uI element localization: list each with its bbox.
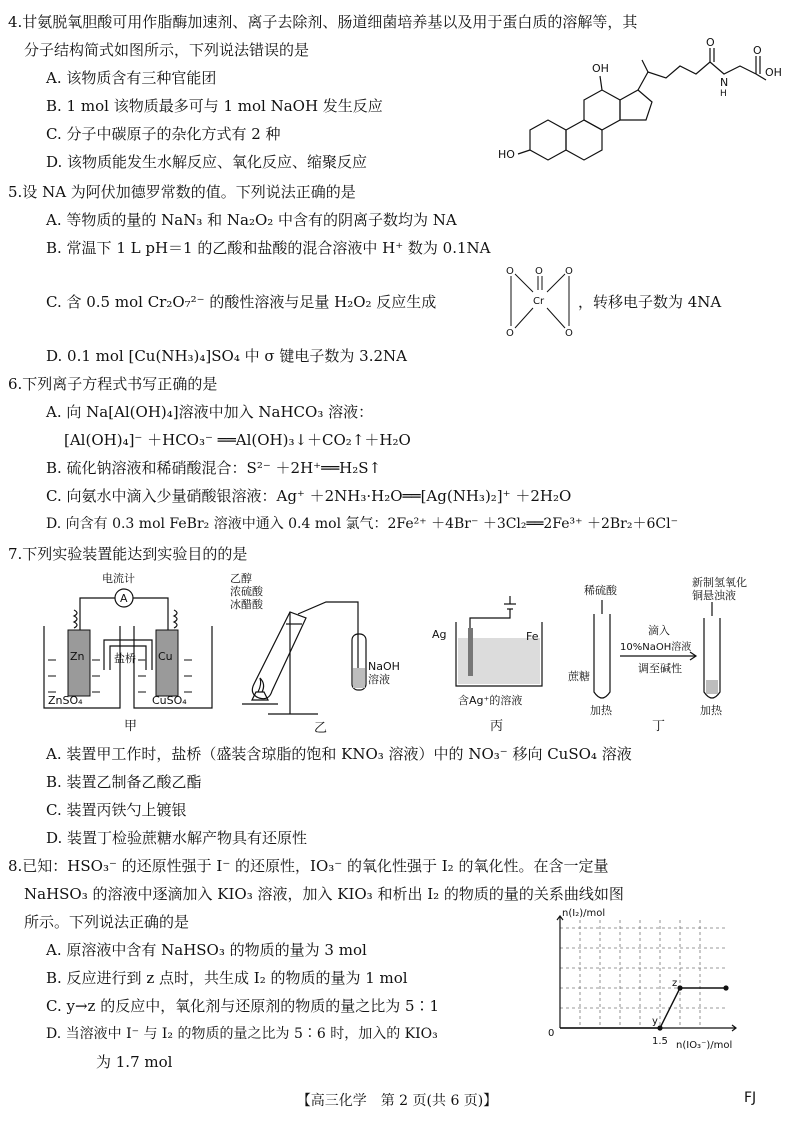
- q5-o-tr: O: [565, 266, 573, 277]
- q7-jia-caption: 甲: [124, 719, 138, 734]
- q7-option-d: D. 装置丁检验蔗糖水解产物具有还原性: [46, 829, 308, 847]
- q7-apparatus-ding: [568, 574, 764, 738]
- q7-yi-reagent2: 浓硫酸: [230, 585, 263, 598]
- q4-option-c: C. 分子中碳原子的杂化方式有 2 种: [46, 125, 281, 143]
- q8-option-b: B. 反应进行到 z 点时，共生成 I₂ 的物质的量为 1 mol: [46, 969, 408, 987]
- q8-stem-line1: 8.已知：HSO₃⁻ 的还原性强于 I⁻ 的还原性，IO₃⁻ 的氧化性强于 I₂ 的氧化性。在含一定量: [8, 857, 609, 875]
- q7-bing-caption: 丙: [490, 719, 504, 734]
- q5-o-bl: O: [506, 328, 514, 339]
- q5-option-c-prefix: C. 含 0.5 mol Cr₂O₇²⁻ 的酸性溶液与足量 H₂O₂ 反应生成: [46, 293, 437, 311]
- q7-stem: 7.下列实验装置能达到实验目的的是: [8, 545, 248, 563]
- q4-option-d: D. 该物质能发生水解反应、氧化反应、缩聚反应: [46, 153, 368, 171]
- q6-stem: 6.下列离子方程式书写正确的是: [8, 375, 218, 393]
- q8-option-d: D. 当溶液中 I⁻ 与 I₂ 的物质的量之比为 5∶6 时，加入的 KIO₃: [46, 1026, 438, 1042]
- q7-bing-fe: Fe: [526, 630, 539, 643]
- q7-jia-cuso4: CuSO₄: [152, 694, 187, 707]
- q7-jia-meter: 电流计: [102, 572, 135, 585]
- q7-ding-cu1: 新制氢氧化: [692, 576, 747, 589]
- q8-graph-origin: 0: [548, 1028, 555, 1039]
- q8-option-a: A. 原溶液中含有 NaHSO₃ 的物质的量为 3 mol: [46, 941, 367, 959]
- q8-graph-xtick: 1.5: [652, 1036, 668, 1047]
- q7-ding-acid: 稀硫酸: [584, 584, 617, 597]
- q8-stem-line3: 所示。下列说法正确的是: [24, 913, 190, 931]
- q4-acid-oh-label: OH: [765, 66, 782, 79]
- q7-ding-heat2: 加热: [700, 704, 722, 717]
- q8-graph-y-point: y: [652, 1016, 658, 1027]
- q5-cro5-structure: [505, 262, 577, 338]
- q7-jia-znso4: ZnSO₄: [48, 694, 83, 707]
- q6-option-c: C. 向氨水中滴入少量硝酸银溶液：Ag⁺ ＋2NH₃·H₂O══[Ag(NH₃)₂]⁺ ＋2H₂O: [46, 487, 572, 505]
- q4-stem-line1: 4.甘氨脱氧胆酸可用作脂酶加速剂、离子去除剂、肠道细菌培养基以及用于蛋白质的溶解等，其: [8, 13, 638, 31]
- q5-o-br: O: [565, 328, 573, 339]
- q6-option-a-equation: [Al(OH)₄]⁻ ＋HCO₃⁻ ══Al(OH)₃↓＋CO₂↑＋H₂O: [64, 431, 411, 449]
- q7-ding-cu2: 铜悬浊液: [692, 589, 736, 602]
- q5-option-b: B. 常温下 1 L pH＝1 的乙酸和盐酸的混合溶液中 H⁺ 数为 0.1NA: [46, 239, 491, 257]
- q4-amide-o-label: O: [706, 36, 715, 49]
- q7-ding-step3: 调至碱性: [638, 662, 682, 675]
- q7-yi-naoh: NaOH: [368, 660, 400, 673]
- q7-ding-step2: 10%NaOH溶液: [620, 642, 692, 653]
- q4-stem-line2: 分子结构简式如图所示，下列说法错误的是: [24, 41, 310, 59]
- q6-option-a-line1: A. 向 Na[Al(OH)₄]溶液中加入 NaHCO₃ 溶液：: [46, 403, 374, 421]
- q7-apparatus-yi: [228, 572, 398, 738]
- q7-jia-a: A: [120, 592, 128, 605]
- q7-yi-reagent3: 冰醋酸: [230, 598, 263, 611]
- q5-o-top: O: [535, 266, 543, 277]
- q5-option-c-suffix: ，转移电子数为 4NA: [578, 293, 722, 311]
- q8-graph-ylabel: n(I₂)/mol: [562, 908, 606, 919]
- q7-jia-bridge: 盐桥: [114, 652, 136, 665]
- q8-graph-xlabel: n(IO₃⁻)/mol: [676, 1040, 733, 1051]
- q7-option-b: B. 装置乙制备乙酸乙酯: [46, 773, 202, 791]
- q5-cr-label: Cr: [533, 296, 545, 307]
- q5-option-d: D. 0.1 mol [Cu(NH₃)₄]SO₄ 中 σ 键电子数为 3.2NA: [46, 347, 407, 365]
- q5-option-a: A. 等物质的量的 NaN₃ 和 Na₂O₂ 中含有的阴离子数均为 NA: [46, 211, 457, 229]
- q4-h-label: H: [720, 89, 727, 99]
- q8-stem-line2: NaHSO₃ 的溶液中逐滴加入 KIO₃ 溶液，加入 KIO₃ 和析出 I₂ 的物质的量的关系曲线如图: [24, 885, 624, 903]
- q4-structure-diagram: [498, 36, 782, 163]
- q4-option-b: B. 1 mol 该物质最多可与 1 mol NaOH 发生反应: [46, 97, 383, 115]
- q6-option-b: B. 硫化钠溶液和稀硝酸混合：S²⁻ ＋2H⁺══H₂S↑: [46, 459, 382, 477]
- q7-yi-solution: 溶液: [368, 673, 390, 686]
- q8-option-c: C. y→z 的反应中，氧化剂与还原剂的物质的量之比为 5∶1: [46, 997, 440, 1015]
- q7-apparatus-jia: [40, 570, 220, 738]
- q6-option-d: D. 向含有 0.3 mol FeBr₂ 溶液中通入 0.4 mol 氯气：2Fe²⁺ ＋4Br⁻ ＋3Cl₂══2Fe³⁺ ＋2Br₂＋6Cl⁻: [46, 516, 678, 532]
- q7-ding-heat1: 加热: [590, 704, 612, 717]
- q7-jia-zn: Zn: [70, 650, 85, 663]
- q7-bing-solution: 含Ag⁺的溶液: [458, 694, 523, 707]
- q4-n-label: N: [720, 76, 729, 89]
- q7-option-c: C. 装置丙铁勺上镀银: [46, 801, 187, 819]
- q8-graph: [546, 910, 762, 1056]
- q5-stem: 5.设 NA 为阿伏加德罗常数的值。下列说法正确的是: [8, 183, 356, 201]
- q4-ho-label: HO: [498, 148, 515, 161]
- q7-jia-cu: Cu: [158, 650, 173, 663]
- q8-option-d-continued: 为 1.7 mol: [96, 1053, 173, 1071]
- q7-ding-sucrose: 蔗糖: [568, 670, 590, 683]
- q7-ding-step1: 滴入: [648, 624, 670, 637]
- page-footer: 【高三化学 第 2 页(共 6 页)】: [296, 1093, 498, 1109]
- q5-o-tl: O: [506, 266, 514, 277]
- q4-option-a: A. 该物质含有三种官能团: [46, 69, 217, 87]
- q7-option-a: A. 装置甲工作时，盐桥（盛装含琼脂的饱和 KNO₃ 溶液）中的 NO₃⁻ 移向 CuSO₄ 溶液: [46, 745, 632, 763]
- q7-ding-caption: 丁: [652, 719, 666, 734]
- q4-acid-o-label: O: [753, 44, 762, 57]
- q7-bing-ag: Ag: [432, 628, 447, 641]
- q7-yi-reagent1: 乙醇: [230, 572, 252, 585]
- q7-apparatus-bing: [430, 582, 560, 738]
- q4-oh-top-label: OH: [592, 62, 609, 75]
- footer-tag: FJ: [744, 1090, 757, 1106]
- q7-yi-caption: 乙: [314, 721, 328, 736]
- q8-graph-z-point: z: [672, 978, 678, 989]
